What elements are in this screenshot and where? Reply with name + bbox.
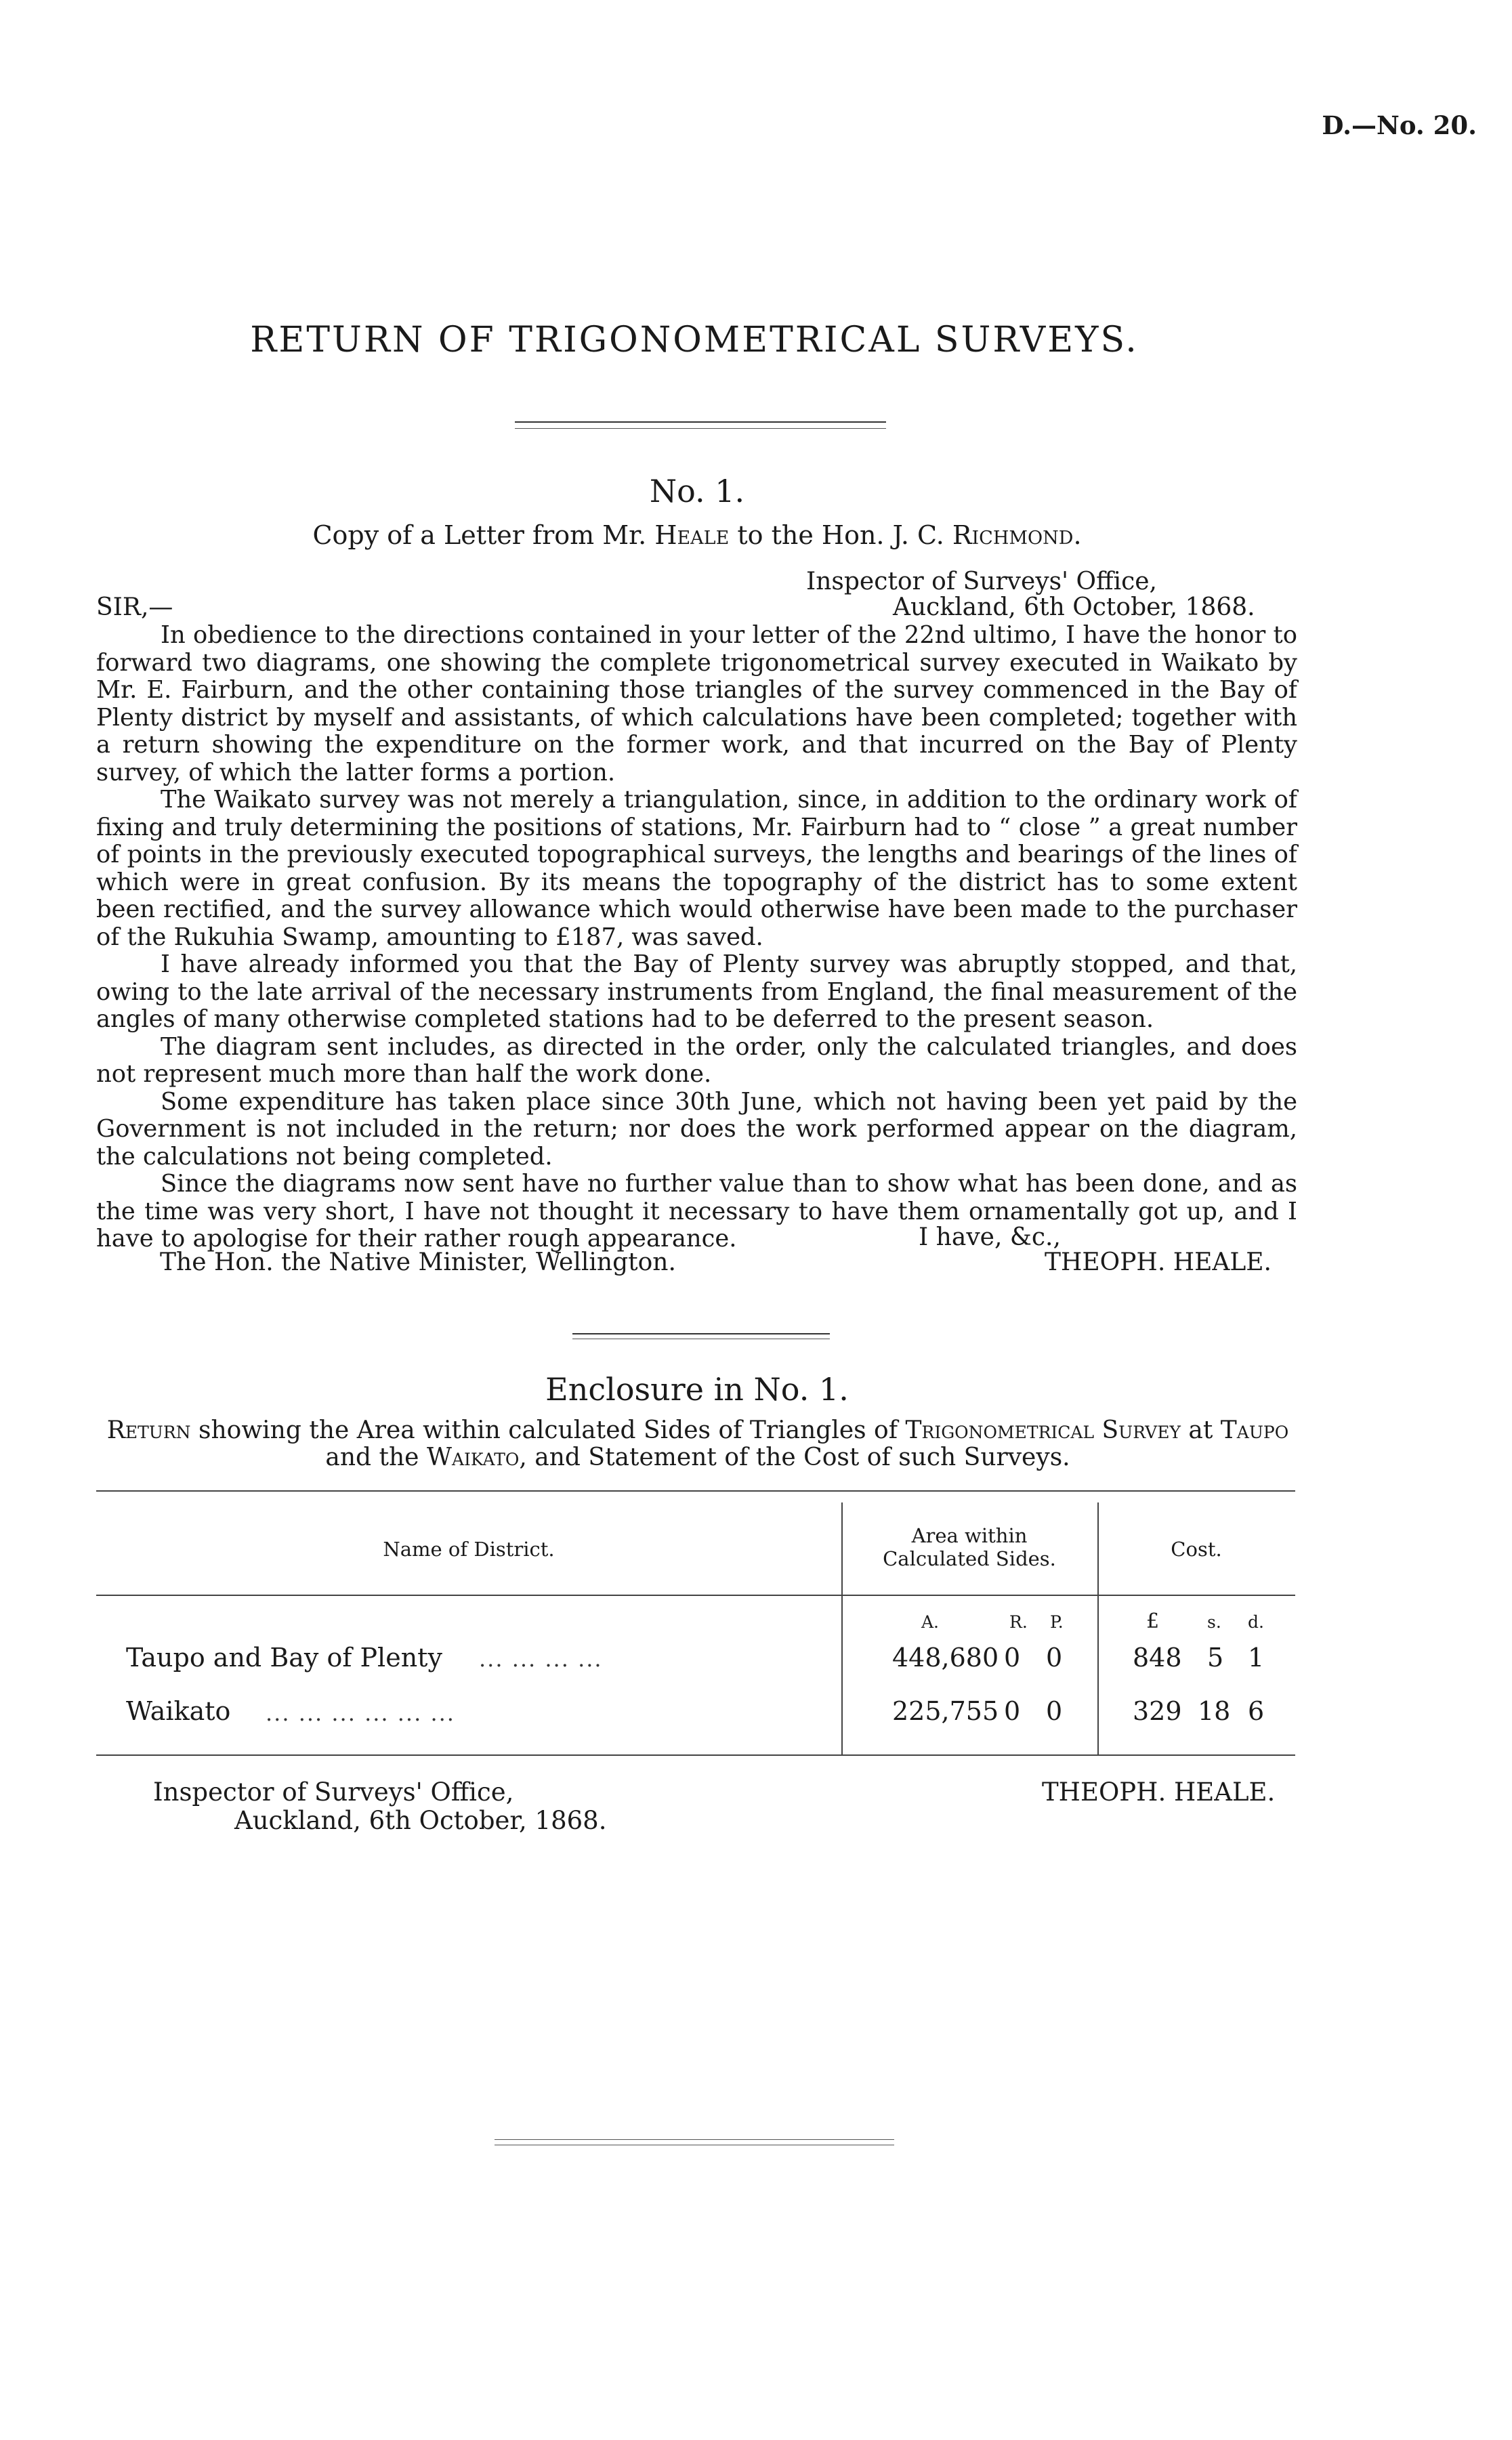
row-area-roods: 0: [1004, 1696, 1021, 1726]
paragraph: I have already informed you that the Bay of Plenty survey was abruptly stopped, and that, owing to the late arrival of the necessary instruments from England, the final measurement of the angles of many otherwise completed stations had to be deferred to the present season.: [96, 950, 1297, 1033]
row-cost-shillings: 5: [1207, 1643, 1224, 1673]
document-title: RETURN OF TRIGONOMETRICAL SURVEYS.: [250, 320, 1139, 360]
row-cost-pounds: 848: [1133, 1643, 1182, 1673]
footer-address-line2: Auckland, 6th October, 1868.: [234, 1806, 607, 1835]
page-reference: D.—No. 20.: [1322, 110, 1477, 140]
unit-pounds: £: [1146, 1610, 1160, 1633]
footer-signature: THEOPH. HEALE.: [1042, 1778, 1276, 1807]
header-cost: Cost.: [1171, 1538, 1222, 1561]
row-cost-pounds: 329: [1133, 1696, 1182, 1726]
row-leader-dots: ... ... ... ... ... ...: [266, 1700, 455, 1726]
header-district: Name of District.: [383, 1538, 555, 1561]
row-district: Waikato: [126, 1696, 231, 1726]
letter-body: [96, 622, 1297, 1253]
row-district: Taupo and Bay of Plenty: [126, 1643, 442, 1673]
row-leader-dots: ... ... ... ...: [479, 1646, 603, 1672]
unit-shillings: s.: [1207, 1612, 1221, 1632]
closing-divider: [495, 2139, 894, 2140]
letter-address-line2: Auckland, 6th October, 1868.: [893, 593, 1255, 621]
row-cost-pence: 6: [1248, 1696, 1265, 1726]
title-divider: [515, 421, 886, 423]
header-area-line1: Area within: [911, 1524, 1028, 1547]
letter-caption: Copy of a Letter from Mr. Heale to the Hon. J. C. Richmond.: [312, 520, 1082, 550]
enclosure-description: Return showing the Area within calculated Sides of Triangles of Trigonometrical Survey at Taupo and the Waikato, and Statement of the Cost of such Surveys.: [106, 1416, 1289, 1471]
row-area-acres: 225,755: [892, 1696, 999, 1726]
unit-pence: d.: [1248, 1612, 1264, 1632]
footer-address-line1: Inspector of Surveys' Office,: [153, 1778, 514, 1807]
row-cost-shillings: 18: [1198, 1696, 1231, 1726]
header-area-line2: Calculated Sides.: [883, 1547, 1056, 1570]
paragraph: Some expenditure has taken place since 30th June, which not having been yet paid by the Government is not included in the return; nor does the work performed appear on the diagram, the calculations not being completed.: [96, 1087, 1297, 1171]
letter-signature: THEOPH. HEALE.: [1045, 1248, 1272, 1276]
paragraph: In obedience to the directions contained in your letter of the 22nd ultimo, I have the honor to forward two diagrams, one showing the complete trigonometrical survey executed in Waikato by Mr. E. Fairburn, and the other containing those triangles of the survey commenced in the Bay of Plenty district by myself and assistants, of which calculations have been completed; together with a return showing the expenditure on the former work, and that incurred on the Bay of Plenty survey, of which the latter forms a portion.: [96, 621, 1297, 786]
salutation: SIR,—: [96, 593, 173, 621]
row-area-perches: 0: [1046, 1696, 1063, 1726]
paragraph: Since the diagrams now sent have no further value than to show what has been done, and as the time was very short, I have not thought it necessary to have them ornamentally got up, and I have to apologise for their rather rough appearance.: [96, 1170, 1297, 1253]
section-divider: [572, 1333, 830, 1334]
row-cost-pence: 1: [1248, 1643, 1265, 1673]
row-area-perches: 0: [1046, 1643, 1063, 1673]
unit-acres: A.: [921, 1612, 940, 1632]
letter-recipient: The Hon. the Native Minister, Wellington.: [160, 1248, 676, 1276]
unit-perches: P.: [1050, 1612, 1064, 1632]
title-divider-lower: [515, 428, 886, 429]
paragraph: The Waikato survey was not merely a triangulation, since, in addition to the ordinary work of fixing and truly determining the positions of stations, Mr. Fairburn had to “ close ” a great number of points in the previously executed topographical surveys, the lengths and bearings of the lines of which were in great confusion. By its means the topography of the district has to some extent been rectified, and the survey allowance which would otherwise have been made to the purchaser of the Rukuhia Swamp, amounting to £187, was saved.: [96, 786, 1297, 951]
row-area-acres: 448,680: [892, 1643, 999, 1673]
row-area-roods: 0: [1004, 1643, 1021, 1673]
letter-address-line1: Inspector of Surveys' Office,: [806, 568, 1157, 595]
unit-roods: R.: [1009, 1612, 1028, 1632]
table-bottom-rule: [96, 1754, 1295, 1756]
enclosure-title: Enclosure in No. 1.: [545, 1371, 849, 1408]
paragraph: The diagram sent includes, as directed in the order, only the calculated triangles, and does not represent much more than half the work done.: [96, 1032, 1297, 1088]
table-top-rule: [96, 1490, 1295, 1492]
return-table: [96, 1490, 1295, 1761]
table-header-rule: [96, 1595, 1295, 1596]
letter-closing: I have, &c.,: [919, 1223, 1061, 1251]
letter-number-heading: No. 1.: [649, 473, 745, 509]
